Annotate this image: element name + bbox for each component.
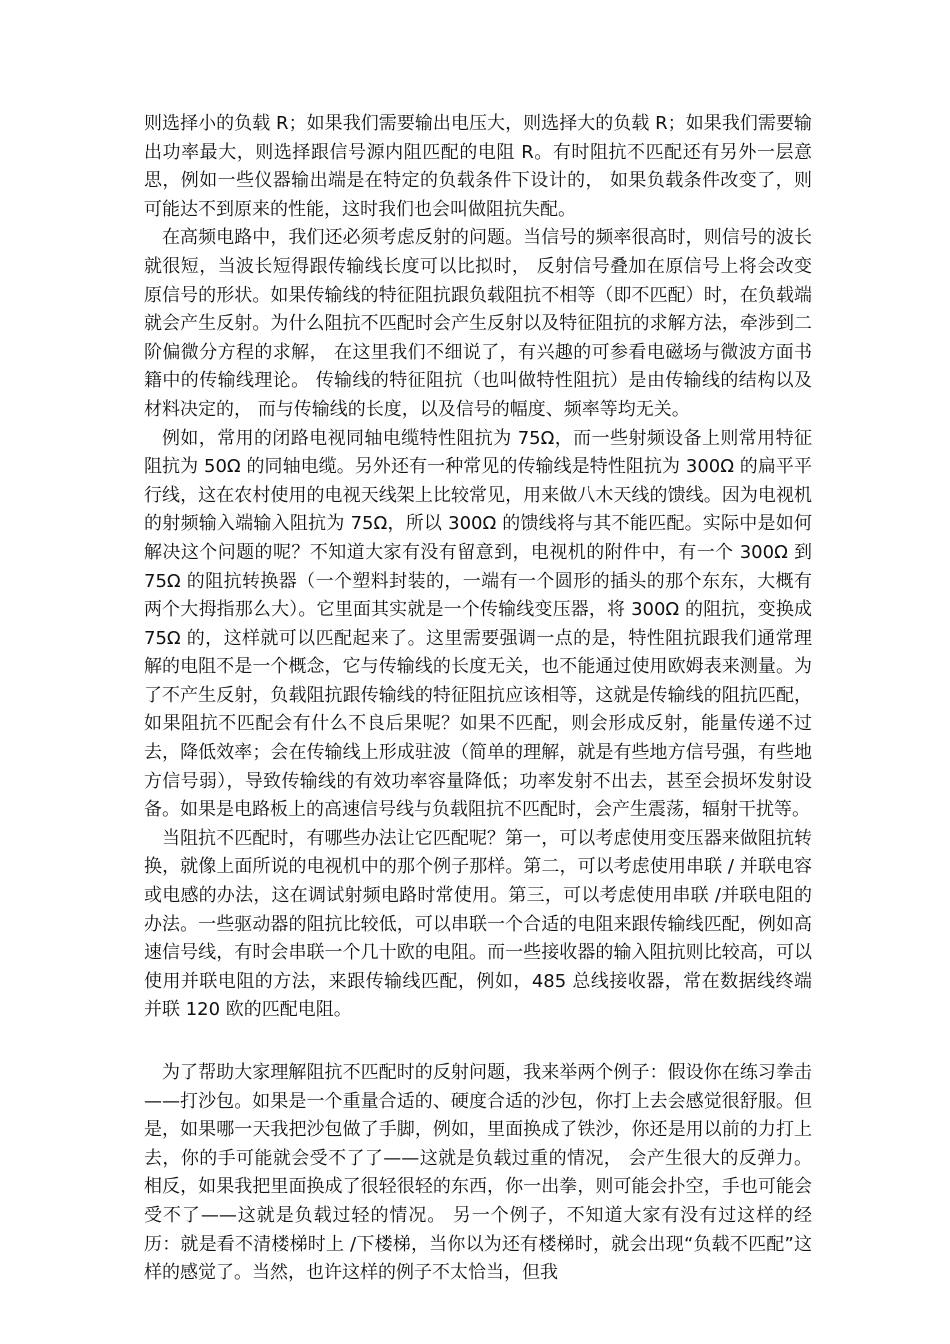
- document-body: [144, 110, 812, 1288]
- paragraph-5: 为了帮助大家理解阻抗不匹配时的反射问题，我来举两个例子：假设你在练习拳击——打沙包。如果是一个重量合适的、硬度合适的沙包，你打上去会感觉很舒服。但是，如果哪一天我把沙包做了手脚，例如，里面换成了铁沙，你还是用以前的力打上去，你的手可能就会受不了了——这就是负载过重的情况， 会产生很大的反弹力。相反，如果我把里面换成了很轻很轻的东西，你一出拳，则可能会扑空，手也可能会受不了——这就是负载过轻的情况。 另一个例子，不知道大家有没有过这样的经历：就是看不清楼梯时上 /下楼梯，当你以为还有楼梯时，就会出现“负载不匹配”这样的感觉了。当然，也许这样的例子不太恰当，但我: [144, 1062, 812, 1284]
- paragraph-gap: [144, 1025, 812, 1059]
- paragraph-4: 当阻抗不匹配时，有哪些办法让它匹配呢？第一，可以考虑使用变压器来做阻抗转换，就像上面所说的电视机中的那个例子那样。第二，可以考虑使用串联 / 并联电容或电感的办法，这在调试射频电路时常使用。第三，可以考虑使用串联 /并联电阻的办法。一些驱动器的阻抗比较低，可以串联一个合适的电阻来跟传输线匹配，例如高速信号线，有时会串联一个几十欧的电阻。而一些接收器的输入阻抗则比较高，可以使用并联电阻的方法，来跟传输线匹配，例如，485 总线接收器，常在数据线终端并联 120 欧的匹配电阻。: [144, 827, 812, 1021]
- paragraph-1: 则选择小的负载 R；如果我们需要输出电压大，则选择大的负载 R；如果我们需要输出功率最大，则选择跟信号源内阻匹配的电阻 R。有时阻抗不匹配还有另外一层意思，例如一些仪器输出端是在特定的负载条件下设计的， 如果负载条件改变了，则可能达不到原来的性能，这时我们也会叫做阻抗失配。: [144, 113, 812, 220]
- paragraph-2: 在高频电路中，我们还必须考虑反射的问题。当信号的频率很高时，则信号的波长就很短，当波长短得跟传输线长度可以比拟时， 反射信号叠加在原信号上将会改变原信号的形状。如果传输线的特征阻抗跟负载阻抗不相等（即不匹配）时，在负载端就会产生反射。为什么阻抗不匹配时会产生反射以及特征阻抗的求解方法，牵涉到二阶偏微分方程的求解， 在这里我们不细说了，有兴趣的可参看电磁场与微波方面书籍中的传输线理论。 传输线的特征阻抗（也叫做特性阻抗）是由传输线的结构以及材料决定的， 而与传输线的长度，以及信号的幅度、频率等均无关。: [144, 227, 812, 420]
- paragraph-3: 例如，常用的闭路电视同轴电缆特性阻抗为 75Ω，而一些射频设备上则常用特征阻抗为 50Ω 的同轴电缆。另外还有一种常见的传输线是特性阻抗为 300Ω 的扁平平行线，这在农村使用的电视天线架上比较常见，用来做八木天线的馈线。因为电视机的射频输入端输入阻抗为 75Ω，所以 300Ω 的馈线将与其不能匹配。实际中是如何解决这个问题的呢？不知道大家有没有留意到，电视机的附件中，有一个 300Ω 到 75Ω 的阻抗转换器（一个塑料封装的，一端有一个圆形的插头的那个东东，大概有两个大拇指那么大）。它里面其实就是一个传输线变压器，将 300Ω 的阻抗，变换成 75Ω 的，这样就可以匹配起来了。这里需要强调一点的是，特性阻抗跟我们通常理解的电阻不是一个概念，它与传输线的长度无关，也不能通过使用欧姆表来测量。为了不产生反射，负载阻抗跟传输线的特征阻抗应该相等，这就是传输线的阻抗匹配，如果阻抗不匹配会有什么不良后果呢？如果不匹配，则会形成反射，能量传递不过去，降低效率；会在传输线上形成驻波（简单的理解，就是有些地方信号强，有些地方信号弱），导致传输线的有效功率容量降低；功率发射不出去，甚至会损坏发射设备。如果是电路板上的高速信号线与负载阻抗不匹配时，会产生震荡，辐射干扰等。: [144, 427, 812, 821]
